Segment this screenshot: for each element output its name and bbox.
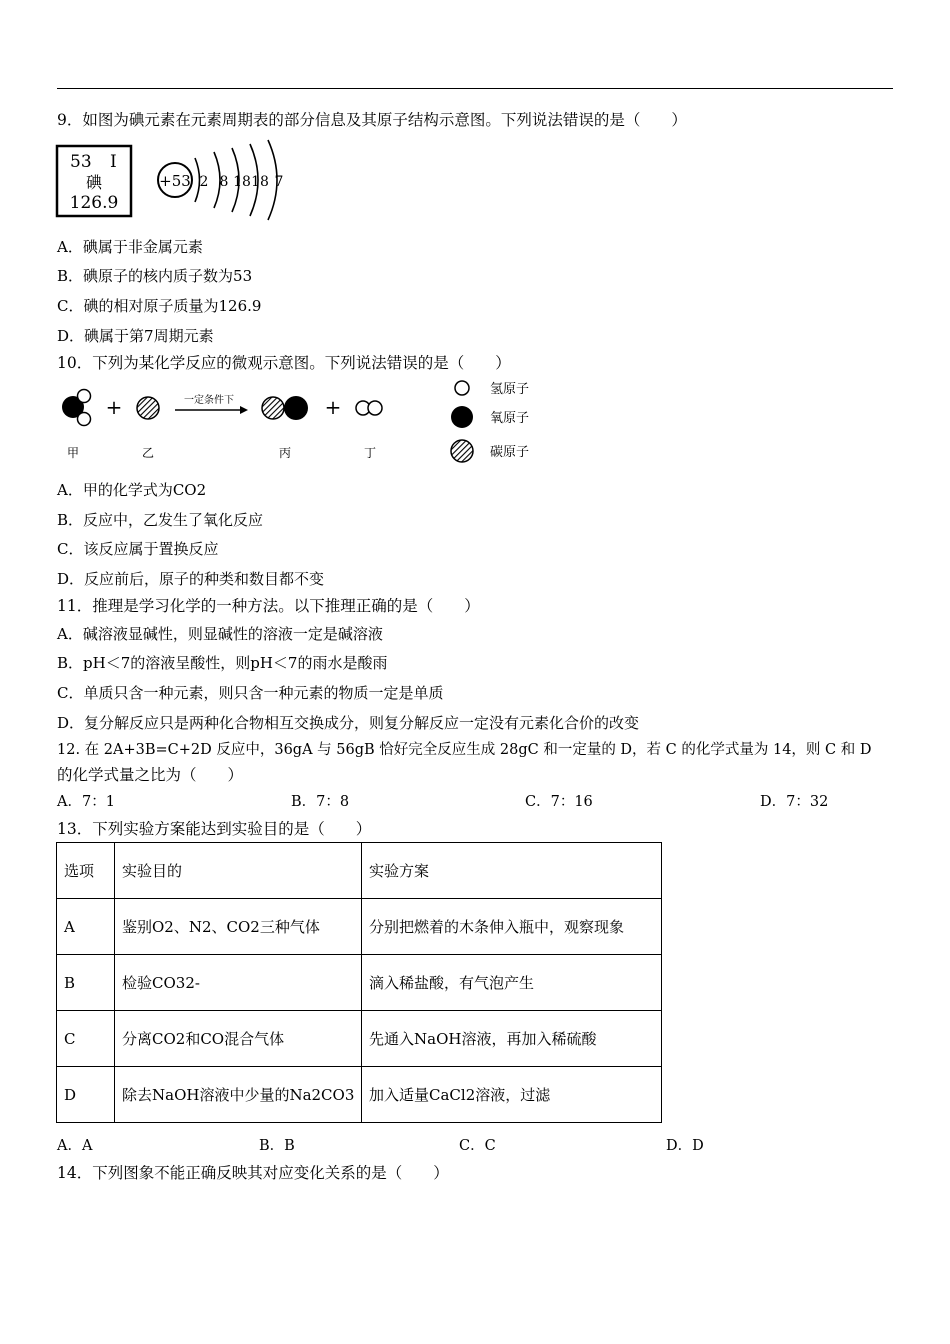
label-yi: 乙 bbox=[141, 446, 155, 460]
table-row bbox=[57, 899, 662, 955]
legend-carbon: 碳原子 bbox=[490, 445, 530, 460]
legend-oxygen: 氧原子 bbox=[490, 411, 530, 426]
legend bbox=[451, 381, 529, 462]
legend-oxygen-symbol bbox=[451, 406, 473, 428]
q12-option-d: D．7：32 bbox=[760, 794, 829, 810]
nucleus-charge: +53 bbox=[159, 172, 191, 190]
q11-option-d: D．复分解反应只是两种化合物相互交换成分，则复分解反应一定没有元素化合价的改变 bbox=[57, 714, 640, 732]
q11-option-c: C．单质只含一种元素，则只含一种元素的物质一定是单质 bbox=[57, 684, 444, 702]
legend-hydrogen-symbol bbox=[455, 381, 469, 395]
table-row bbox=[57, 1011, 662, 1067]
element-name: 碘 bbox=[85, 173, 103, 192]
row-c-option: C bbox=[57, 1011, 115, 1067]
table-header-row bbox=[57, 843, 662, 899]
row-b-plan: 滴入稀盐酸，有气泡产生 bbox=[362, 955, 662, 1011]
plus-sign-2: + bbox=[324, 395, 342, 419]
reactant-yi-molecule bbox=[137, 397, 159, 419]
product-bing-molecule bbox=[262, 396, 308, 420]
legend-hydrogen: 氢原子 bbox=[490, 382, 530, 397]
q14-stem: 14．下列图象不能正确反映其对应变化关系的是（ ） bbox=[57, 1164, 449, 1182]
header-plan: 实验方案 bbox=[362, 843, 662, 899]
q12-option-b: B．7：8 bbox=[291, 794, 350, 810]
experiment-table bbox=[56, 842, 662, 1123]
row-a-option: A bbox=[57, 899, 115, 955]
header-rule bbox=[57, 88, 893, 89]
header-purpose: 实验目的 bbox=[115, 843, 362, 899]
row-c-purpose: 分离CO2和CO混合气体 bbox=[115, 1011, 362, 1067]
row-d-purpose: 除去NaOH溶液中少量的Na2CO3 bbox=[115, 1067, 362, 1123]
q11-stem: 11．推理是学习化学的一种方法。以下推理正确的是（ ） bbox=[57, 597, 480, 615]
table-row bbox=[57, 955, 662, 1011]
q9-option-d: D．碘属于第7周期元素 bbox=[57, 327, 214, 345]
q9-option-a: A．碘属于非金属元素 bbox=[57, 238, 203, 256]
q10-option-a: A．甲的化学式为CO2 bbox=[57, 481, 207, 499]
q10-option-c: C．该反应属于置换反应 bbox=[57, 540, 219, 558]
q13-option-b: B．B bbox=[259, 1138, 295, 1154]
shell-electrons-1: 2 bbox=[199, 174, 209, 190]
q12-option-c: C．7：16 bbox=[525, 794, 593, 810]
row-d-plan: 加入适量CaCl2溶液，过滤 bbox=[362, 1067, 662, 1123]
row-a-purpose: 鉴别O2、N2、CO2三种气体 bbox=[115, 899, 362, 955]
product-ding-molecule bbox=[356, 401, 382, 415]
atom-structure-diagram bbox=[158, 140, 283, 220]
plus-sign-1: + bbox=[105, 395, 123, 419]
q12-stem-line1: 12. 在 2A+3B=C+2D 反应中，36gA 与 56gB 恰好完全反应生成 28gC 和一定量的 D，若 C 的化学式量为 14，则 C 和 D bbox=[57, 742, 872, 758]
reactant-jia-molecule bbox=[62, 390, 91, 426]
reaction-condition: 一定条件下 bbox=[184, 395, 234, 406]
reaction-arrow-head bbox=[240, 406, 248, 414]
label-ding: 丁 bbox=[363, 446, 377, 460]
q11-option-b: B．pH＜7的溶液呈酸性，则pH＜7的雨水是酸雨 bbox=[57, 654, 388, 672]
q10-option-d: D．反应前后，原子的种类和数目都不变 bbox=[57, 570, 325, 588]
label-bing: 丙 bbox=[278, 446, 292, 460]
q12-option-a: A．7：1 bbox=[57, 794, 115, 810]
shell-electrons-2: 8 bbox=[219, 174, 229, 190]
q9-option-c: C．碘的相对原子质量为126.9 bbox=[57, 297, 262, 315]
q9-iodine-figure bbox=[50, 138, 290, 228]
element-symbol: I bbox=[110, 152, 117, 172]
row-c-plan: 先通入NaOH溶液，再加入稀硫酸 bbox=[362, 1011, 662, 1067]
label-jia: 甲 bbox=[66, 446, 80, 460]
header-option: 选项 bbox=[57, 843, 115, 899]
q12-stem-line2: 的化学式量之比为（ ） bbox=[57, 766, 244, 784]
q13-option-a: A．A bbox=[57, 1138, 93, 1154]
row-b-purpose: 检验CO32- bbox=[115, 955, 362, 1011]
q10-stem: 10．下列为某化学反应的微观示意图。下列说法错误的是（ ） bbox=[57, 354, 511, 372]
element-mass: 126.9 bbox=[69, 193, 119, 213]
shell-electrons-5: 7 bbox=[274, 174, 284, 190]
q9-option-b: B．碘原子的核内质子数为53 bbox=[57, 267, 253, 285]
shell-electrons-4: 18 bbox=[251, 174, 269, 190]
q13-stem: 13．下列实验方案能达到实验目的是（ ） bbox=[57, 820, 372, 838]
shell-electrons-3: 18 bbox=[233, 174, 251, 190]
row-a-plan: 分别把燃着的木条伸入瓶中，观察现象 bbox=[362, 899, 662, 955]
q9-stem: 9．如图为碘元素在元素周期表的部分信息及其原子结构示意图。下列说法错误的是（ ） bbox=[57, 111, 687, 129]
element-number: 53 bbox=[70, 152, 92, 172]
q10-reaction-diagram bbox=[50, 375, 550, 470]
legend-carbon-symbol bbox=[451, 440, 473, 462]
q13-option-d: D．D bbox=[666, 1138, 704, 1154]
row-d-option: D bbox=[57, 1067, 115, 1123]
q11-option-a: A．碱溶液显碱性，则显碱性的溶液一定是碱溶液 bbox=[57, 625, 383, 643]
periodic-table-cell bbox=[57, 146, 131, 216]
q13-option-c: C．C bbox=[459, 1138, 496, 1154]
row-b-option: B bbox=[57, 955, 115, 1011]
q10-option-b: B．反应中，乙发生了氧化反应 bbox=[57, 511, 264, 529]
table-row bbox=[57, 1067, 662, 1123]
